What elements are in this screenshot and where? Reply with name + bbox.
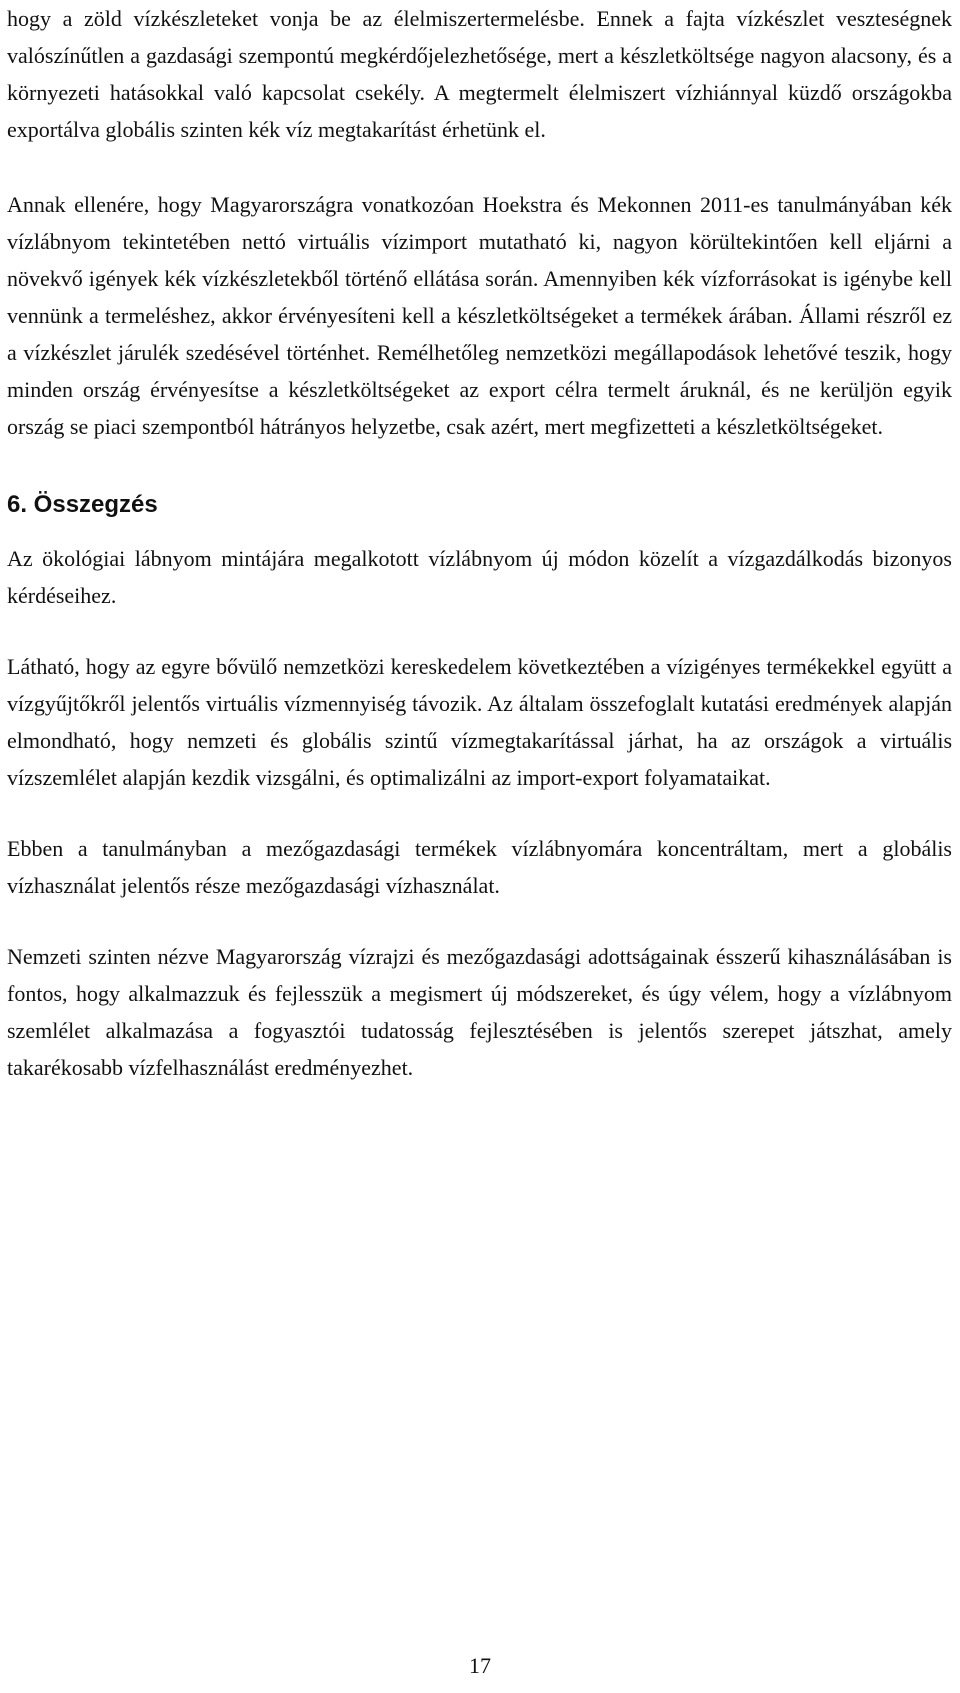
section-heading: 6. Összegzés	[7, 491, 158, 518]
summary-paragraph: Ebben a tanulmányban a mezőgazdasági termékek vízlábnyomára koncentráltam, mert a globális vízhasználat jelentős része mezőgazdasági vízhasználat.	[7, 836, 952, 898]
page-number: 17	[469, 1653, 491, 1678]
body-paragraph: Annak ellenére, hogy Magyarországra vonatkozóan Hoekstra és Mekonnen 2011-es tanulmányában kék vízlábnyom tekintetében nettó virtuális vízimport mutatható ki, nagyon körültekintően kell eljárni a növekvő igények kék vízkészletekből történő ellátása során. Amennyiben kék vízforrásokat is igénybe kell vennünk a termeléshez, akkor érvényesíteni kell a készletköltségeket a termékek árában. Állami részről ez a vízkészlet járulék szedésével történhet. Remélhetőleg nemzetközi megállapodások lehetővé teszik, hogy minden ország érvényesítse a készletköltségeket az export célra termelt áruknál, és ne kerüljön egyik ország se piaci szempontból hátrányos helyzetbe, csak azért, mert megfizetteti a készletköltségeket.	[7, 192, 952, 439]
body-paragraph: hogy a zöld vízkészleteket vonja be az élelmiszertermelésbe. Ennek a fajta vízkészlet veszteségnek valószínűtlen a gazdasági szempontú megkérdőjelezhetősége, mert a készletköltsége nagyon alacsony, és a környezeti hatásokkal való kapcsolat csekély. A megtermelt élelmiszert vízhiánnyal küzdő országokba exportálva globális szinten kék víz megtakarítást érhetünk el.	[7, 6, 952, 142]
summary-paragraph: Látható, hogy az egyre bővülő nemzetközi kereskedelem következtében a vízigényes termékekkel együtt a vízgyűjtőkről jelentős virtuális vízmennyiség távozik. Az általam összefoglalt kutatási eredmények alapján elmondható, hogy nemzeti és globális szintű vízmegtakarítással járhat, ha az országok a virtuális vízszemlélet alapján kezdik vizsgálni, és optimalizálni az import-export folyamataikat.	[7, 654, 952, 790]
summary-paragraph: Nemzeti szinten nézve Magyarország vízrajzi és mezőgazdasági adottságainak ésszerű kihasználásában is fontos, hogy alkalmazzuk és fejlesszük a megismert új módszereket, és úgy vélem, hogy a vízlábnyom szemlélet alkalmazása a fogyasztói tudatosság fejlesztésében is jelentős szerepet játszhat, amely takarékosabb vízfelhasználást eredményezhet.	[7, 944, 952, 1080]
document-page	[7, 0, 952, 1086]
summary-paragraph: Az ökológiai lábnyom mintájára megalkotott vízlábnyom új módon közelít a vízgazdálkodás bizonyos kérdéseihez.	[7, 546, 952, 608]
